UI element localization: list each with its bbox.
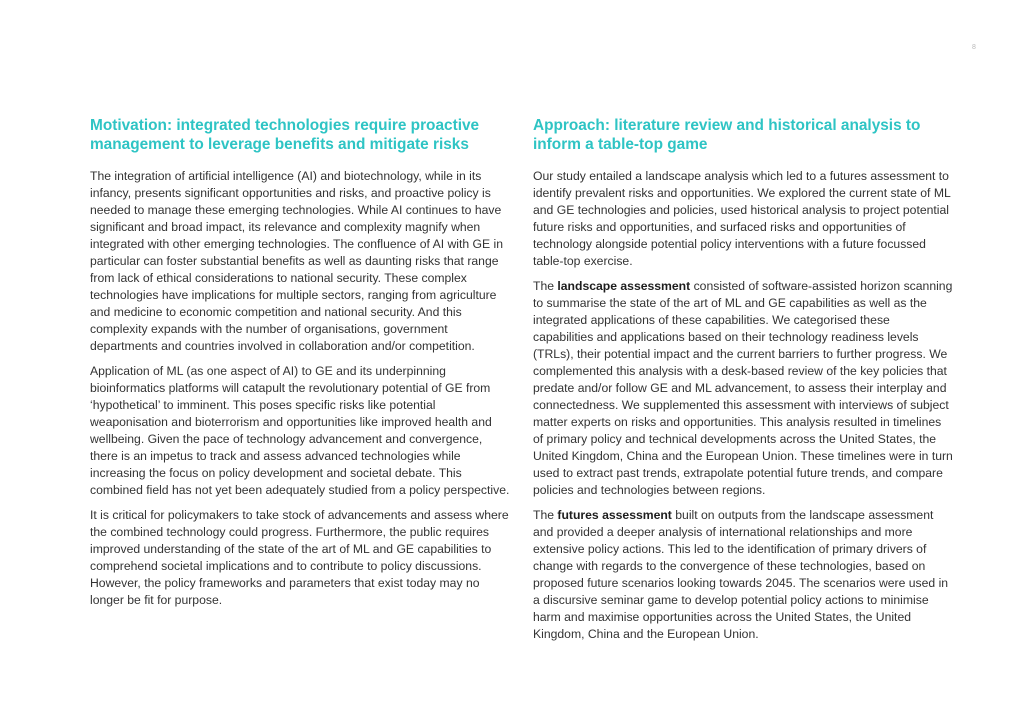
- motivation-paragraph-3: It is critical for policymakers to take stock of advancements and assess where the combined technology could progress. Furthermore, the public requires improved understanding of the state of the art of ML and GE capabilities to comprehend societal implications and to contribute to policy discussions. However, the policy frameworks and parameters that exist today may no longer be fit for purpose.: [90, 508, 509, 607]
- landscape-prefix: The: [533, 279, 558, 293]
- approach-paragraph-1: Our study entailed a landscape analysis which led to a futures assessment to identify prevalent risks and opportunities. We explored the current state of ML and GE technologies and policies, used historical analysis to project potential future risks and opportunities, and surfaced risks and opportunities of technology alongside potential policy interventions with a future focussed table-top exercise.: [533, 169, 951, 268]
- futures-assessment-term: futures assessment: [557, 508, 672, 522]
- approach-heading: Approach: literature review and historical analysis to inform a table-top game: [533, 117, 921, 153]
- approach-paragraph-3: [533, 507, 953, 643]
- page-number: 8: [972, 44, 976, 51]
- landscape-description: consisted of software-assisted horizon scanning to summarise the state of the art of ML and GE capabilities as well as the integrated applications of these capabilities. We categorised these capabilities and applications based on their technology readiness levels (TRLs), their potential impact and the current barriers to further progress. We complemented this analysis with a desk-based review of the key policies that predate and/or follow GE and ML advancement, to assess their interplay and connectedness. We supplemented this assessment with interviews of subject matter experts on risks and opportunities. This analysis resulted in timelines of primary policy and technical developments across the United States, the United Kingdom, China and the European Union. These timelines were in turn used to extract past trends, extrapolate potential future trends, and compare policies and technologies between regions.: [533, 279, 953, 497]
- motivation-heading: Motivation: integrated technologies require proactive management to leverage benefits and mitigate risks: [90, 117, 480, 153]
- approach-paragraph-2: [533, 278, 953, 499]
- motivation-paragraph-1: The integration of artificial intelligence (AI) and biotechnology, while in its infancy, presents significant opportunities and risks, and proactive policy is needed to manage these emerging technologies. While AI continues to have significant and broad impact, its relevance and complexity magnify when integrated with other emerging technologies. The confluence of AI with GE in particular can foster substantial benefits as well as daunting risks that range from lack of ethical considerations to national security. These complex technologies have implications for multiple sectors, ranging from agriculture and medicine to economic competition and national security. And this complexity expands with the number of organisations, government departments and countries involved in collaboration and/or competition.: [90, 169, 504, 353]
- motivation-section: [90, 116, 510, 617]
- landscape-assessment-term: landscape assessment: [557, 279, 691, 293]
- motivation-paragraph-2: Application of ML (as one aspect of AI) to GE and its underpinning bioinformatics platforms will catapult the revolutionary potential of GE from ‘hypothetical’ to imminent. This poses specific risks like potential weaponisation and bioterrorism and opportunities like improved health and wellbeing. Given the pace of technology advancement and convergence, there is an impetus to track and assess advanced technologies while increasing the focus on policy development and societal debate. This combined field has not yet been adequately studied from a policy perspective.: [90, 364, 510, 497]
- futures-description: built on outputs from the landscape assessment and provided a deeper analysis of international relationships and more extensive policy actions. This led to the identification of primary drivers of change with regards to the convergence of these technologies, based on proposed future scenarios looking towards 2045. The scenarios were used in a discursive seminar game to develop potential policy actions to minimise harm and maximise opportunities across the United States, the United Kingdom, China and the European Union.: [533, 508, 949, 641]
- approach-section: [533, 116, 953, 651]
- futures-prefix: The: [533, 508, 558, 522]
